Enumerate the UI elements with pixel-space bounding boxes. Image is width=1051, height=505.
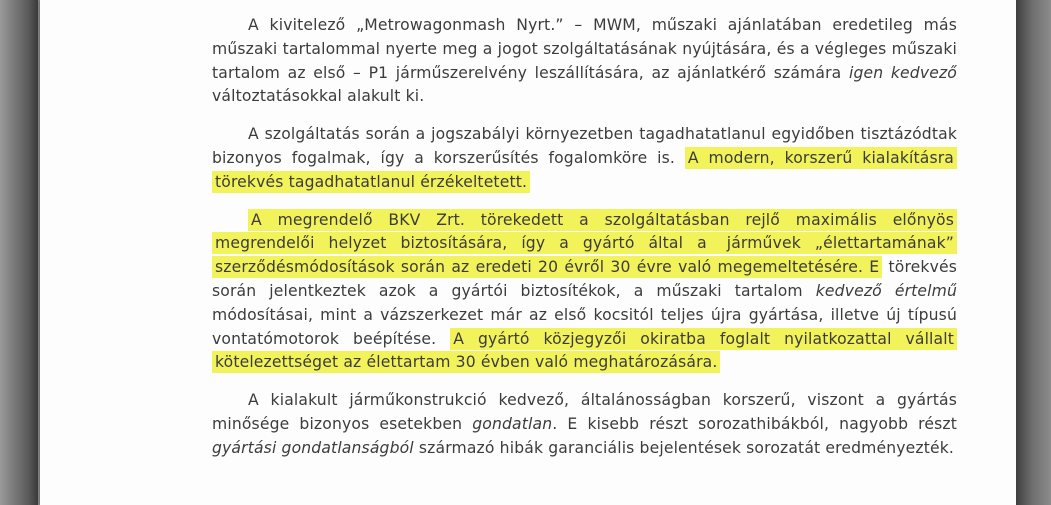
paragraph-3: [212, 209, 957, 376]
text-span: származó hibák garanciális bejelentések sorozatát eredményezték.: [413, 438, 955, 457]
paragraph-1: [212, 14, 957, 109]
italic-text: kedvező értelmű: [815, 281, 958, 300]
paragraph-2: [212, 123, 957, 194]
document-body: [212, 14, 957, 461]
italic-text: igen kedvező: [848, 63, 957, 82]
text-span: törekvés során jelentkeztek azok a gyártói biztosítékok, a műszaki tartalom: [212, 258, 957, 300]
document-page: [40, 0, 1017, 505]
highlighted-text: A megrendelő BKV Zrt. törekedett a szolgáltatásban rejlő maximális előnyös megrendelői helyzet biztosítására, így a gyártó által a: [212, 209, 957, 255]
viewer-left-margin: [0, 0, 38, 505]
text-span: módosításai, mint a vázszerkezet már az első kocsitól teljes újra gyártása, illetve új típusú vontatómotorok beépítése.: [212, 305, 957, 348]
text-span: változtatásokkal alakult ki.: [212, 87, 425, 106]
text-span: A kialakult járműkonstrukció kedvező, általánosságban korszerű, viszont a gyártás minősége bizonyos esetekben: [212, 391, 957, 433]
paragraph-4: [212, 389, 957, 460]
highlighted-text: A modern, korszerű kialakításra törekvés tagadhatatlanul érzékeltetett.: [212, 147, 957, 193]
text-span: A szolgáltatás során a jogszabályi környezetben tagadhatatlanul egyidőben tisztázódtak bizonyos fogalmak, így a korszerűsítés fogalomköre is.: [212, 125, 957, 167]
highlighted-text: járművek „élettartamának” szerződésmódosítások során az eredeti 20 évről 30 évre való megemeltetésére. E: [212, 232, 957, 278]
text-span: . E kisebb részt sorozathibákból, nagyobb részt: [552, 414, 957, 433]
italic-text: gondatlan: [472, 414, 553, 433]
text-span: A kivitelező „Metrowagonmash Nyrt.” – MWM, műszaki ajánlatában eredetileg más műszaki tartalommal nyerte meg a jogot szolgáltatásának nyújtására, és a végleges műszaki tartalom az első – P1 járműszerelvény leszállítására, az ajánlatkérő számára: [212, 16, 957, 82]
highlighted-text: A gyártó közjegyzői okiratba foglalt nyilatkozattal vállalt kötelezettséget az élettartam 30 évben való meghatározására.: [212, 328, 957, 374]
viewer-right-margin: [1016, 0, 1051, 505]
italic-text: gyártási gondatlanságból: [212, 438, 414, 457]
